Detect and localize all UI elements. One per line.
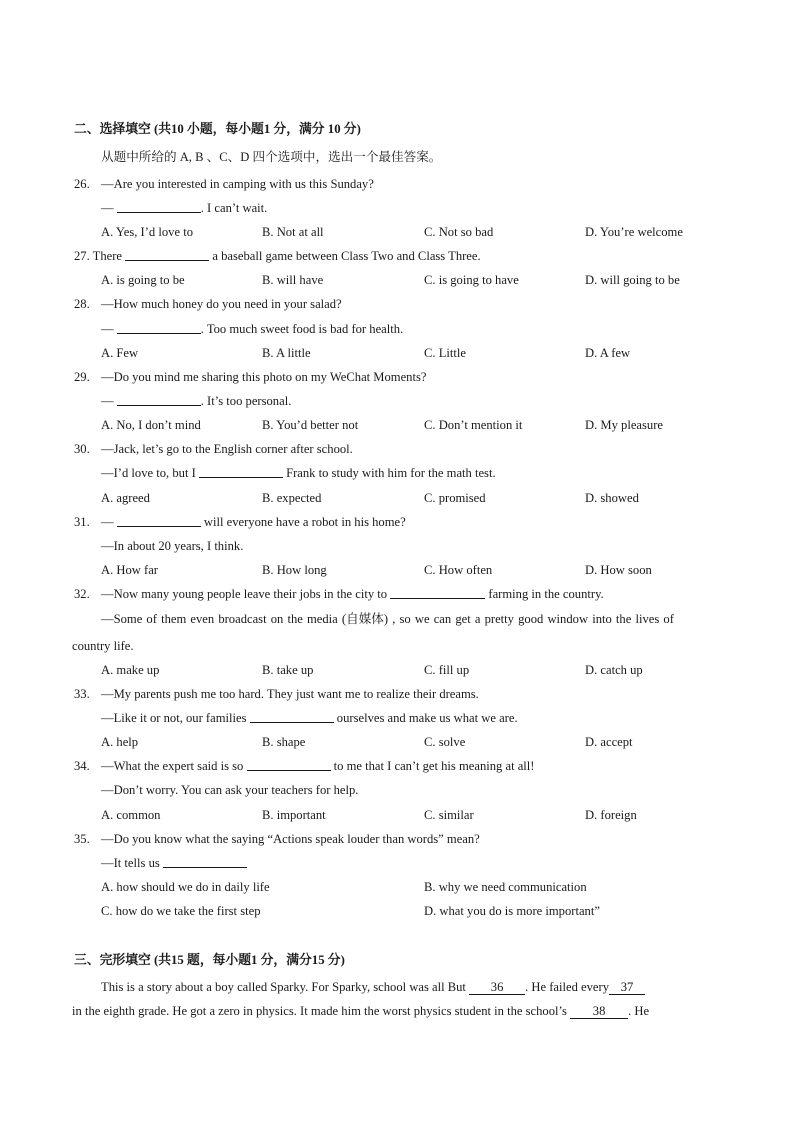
section-title: 三、完形填空 (共15 题，每小题1 分，满分15 分) [74, 953, 345, 967]
option-c[interactable]: C. is going to have [424, 273, 519, 287]
question-number: 32. [74, 587, 90, 601]
option-a[interactable]: A. how should we do in daily life [101, 880, 270, 894]
answer-blank[interactable] [117, 514, 201, 527]
option-a[interactable]: A. No, I don’t mind [101, 418, 201, 432]
option-c[interactable]: C. How often [424, 563, 493, 577]
question-line: —What the expert said is so to me that I can’t get his meaning at all! [101, 759, 535, 773]
question-number: 28. [74, 297, 90, 311]
section-title: 二、选择填空 (共10 小题，每小题1 分，满分 10 分) [74, 122, 361, 136]
answer-blank[interactable] [390, 586, 485, 599]
option-c[interactable]: C. how do we take the first step [101, 904, 261, 918]
option-c[interactable]: C. Not so bad [424, 225, 494, 239]
question-number: 27. There [74, 249, 123, 263]
question-number: 26. [74, 177, 90, 191]
question-line: —I’d love to, but I Frank to study with him for the math test. [101, 466, 496, 480]
question-line: —Don’t worry. You can ask your teachers for help. [101, 783, 359, 797]
question-line: 27. There a baseball game between Class Two and Class Three. [74, 249, 481, 263]
question-line: —It tells us [101, 855, 247, 871]
blank-36[interactable]: 36 [469, 980, 525, 995]
option-b[interactable]: B. shape [262, 735, 306, 749]
question-line: — . It’s too personal. [101, 394, 292, 408]
option-b[interactable]: B. why we need communication [424, 880, 587, 894]
option-c[interactable]: C. similar [424, 808, 474, 822]
answer-blank[interactable] [117, 200, 201, 213]
answer-blank[interactable] [117, 321, 201, 334]
answer-blank[interactable] [250, 710, 334, 723]
question-number: 31. [74, 515, 90, 529]
option-d[interactable]: D. catch up [585, 663, 643, 677]
question-line: —Now many young people leave their jobs in the city to farming in the country. [101, 587, 604, 601]
question-number: 30. [74, 442, 90, 456]
question-line: —Like it or not, our families ourselves and make us what we are. [101, 711, 518, 725]
answer-blank[interactable] [247, 758, 331, 771]
option-b[interactable]: B. important [262, 808, 326, 822]
question-line: — will everyone have a robot in his home? [101, 515, 406, 529]
question-line: —Do you know what the saying “Actions speak louder than words” mean? [101, 832, 480, 846]
option-a[interactable]: A. make up [101, 663, 160, 677]
passage-line: This is a story about a boy called Sparky. For Sparky, school was all But 36 . He failed every 37 [101, 979, 645, 995]
question-line: —How much honey do you need in your salad? [101, 297, 342, 311]
option-b[interactable]: B. expected [262, 491, 322, 505]
question-line: —Jack, let’s go to the English corner after school. [101, 442, 353, 456]
option-b[interactable]: B. Not at all [262, 225, 324, 239]
option-c[interactable]: C. fill up [424, 663, 470, 677]
answer-blank[interactable] [117, 393, 201, 406]
option-c[interactable]: C. Little [424, 346, 466, 360]
option-a[interactable]: A. is going to be [101, 273, 185, 287]
option-b[interactable]: B. You’d better not [262, 418, 359, 432]
option-d[interactable]: D. what you do is more important” [424, 904, 600, 918]
question-line: —My parents push me too hard. They just want me to realize their dreams. [101, 687, 479, 701]
option-d[interactable]: D. You’re welcome [585, 225, 683, 239]
option-b[interactable]: B. How long [262, 563, 327, 577]
question-line: —In about 20 years, I think. [101, 539, 244, 553]
option-d[interactable]: D. accept [585, 735, 633, 749]
option-a[interactable]: A. Few [101, 346, 139, 360]
passage-line: in the eighth grade. He got a zero in physics. It made him the worst physics student in the school’s 38 . He [72, 1004, 650, 1018]
answer-blank[interactable] [125, 248, 209, 261]
question-line: — . I can’t wait. [101, 201, 268, 215]
question-number: 33. [74, 687, 90, 701]
option-d[interactable]: D. showed [585, 491, 639, 505]
answer-blank[interactable] [163, 855, 247, 868]
question-line: —Some of them even broadcast on the media (自媒体) , so we can get a pretty good window into the lives of [101, 612, 674, 626]
option-d[interactable]: D. foreign [585, 808, 637, 822]
question-line: —Do you mind me sharing this photo on my WeChat Moments? [101, 370, 427, 384]
option-c[interactable]: C. promised [424, 491, 486, 505]
section-instruction: 从题中所给的 A, B 、C、D 四个选项中，选出一个最佳答案。 [101, 150, 442, 164]
option-b[interactable]: B. take up [262, 663, 314, 677]
question-number: 35. [74, 832, 90, 846]
option-d[interactable]: D. How soon [585, 563, 652, 577]
answer-blank[interactable] [199, 465, 283, 478]
option-a[interactable]: A. agreed [101, 491, 150, 505]
blank-38[interactable]: 38 [570, 1004, 628, 1019]
option-c[interactable]: C. Don’t mention it [424, 418, 523, 432]
option-a[interactable]: A. How far [101, 563, 159, 577]
option-a[interactable]: A. Yes, I’d love to [101, 225, 194, 239]
option-b[interactable]: B. A little [262, 346, 311, 360]
option-d[interactable]: D. A few [585, 346, 631, 360]
question-line: — . Too much sweet food is bad for health. [101, 322, 404, 336]
question-line: country life. [72, 639, 134, 653]
option-a[interactable]: A. common [101, 808, 161, 822]
option-d[interactable]: D. My pleasure [585, 418, 663, 432]
question-number: 29. [74, 370, 90, 384]
option-a[interactable]: A. help [101, 735, 139, 749]
option-b[interactable]: B. will have [262, 273, 324, 287]
option-d[interactable]: D. will going to be [585, 273, 680, 287]
blank-37[interactable]: 37 [609, 980, 645, 995]
question-line: —Are you interested in camping with us this Sunday? [101, 177, 374, 191]
question-number: 34. [74, 759, 90, 773]
option-c[interactable]: C. solve [424, 735, 466, 749]
